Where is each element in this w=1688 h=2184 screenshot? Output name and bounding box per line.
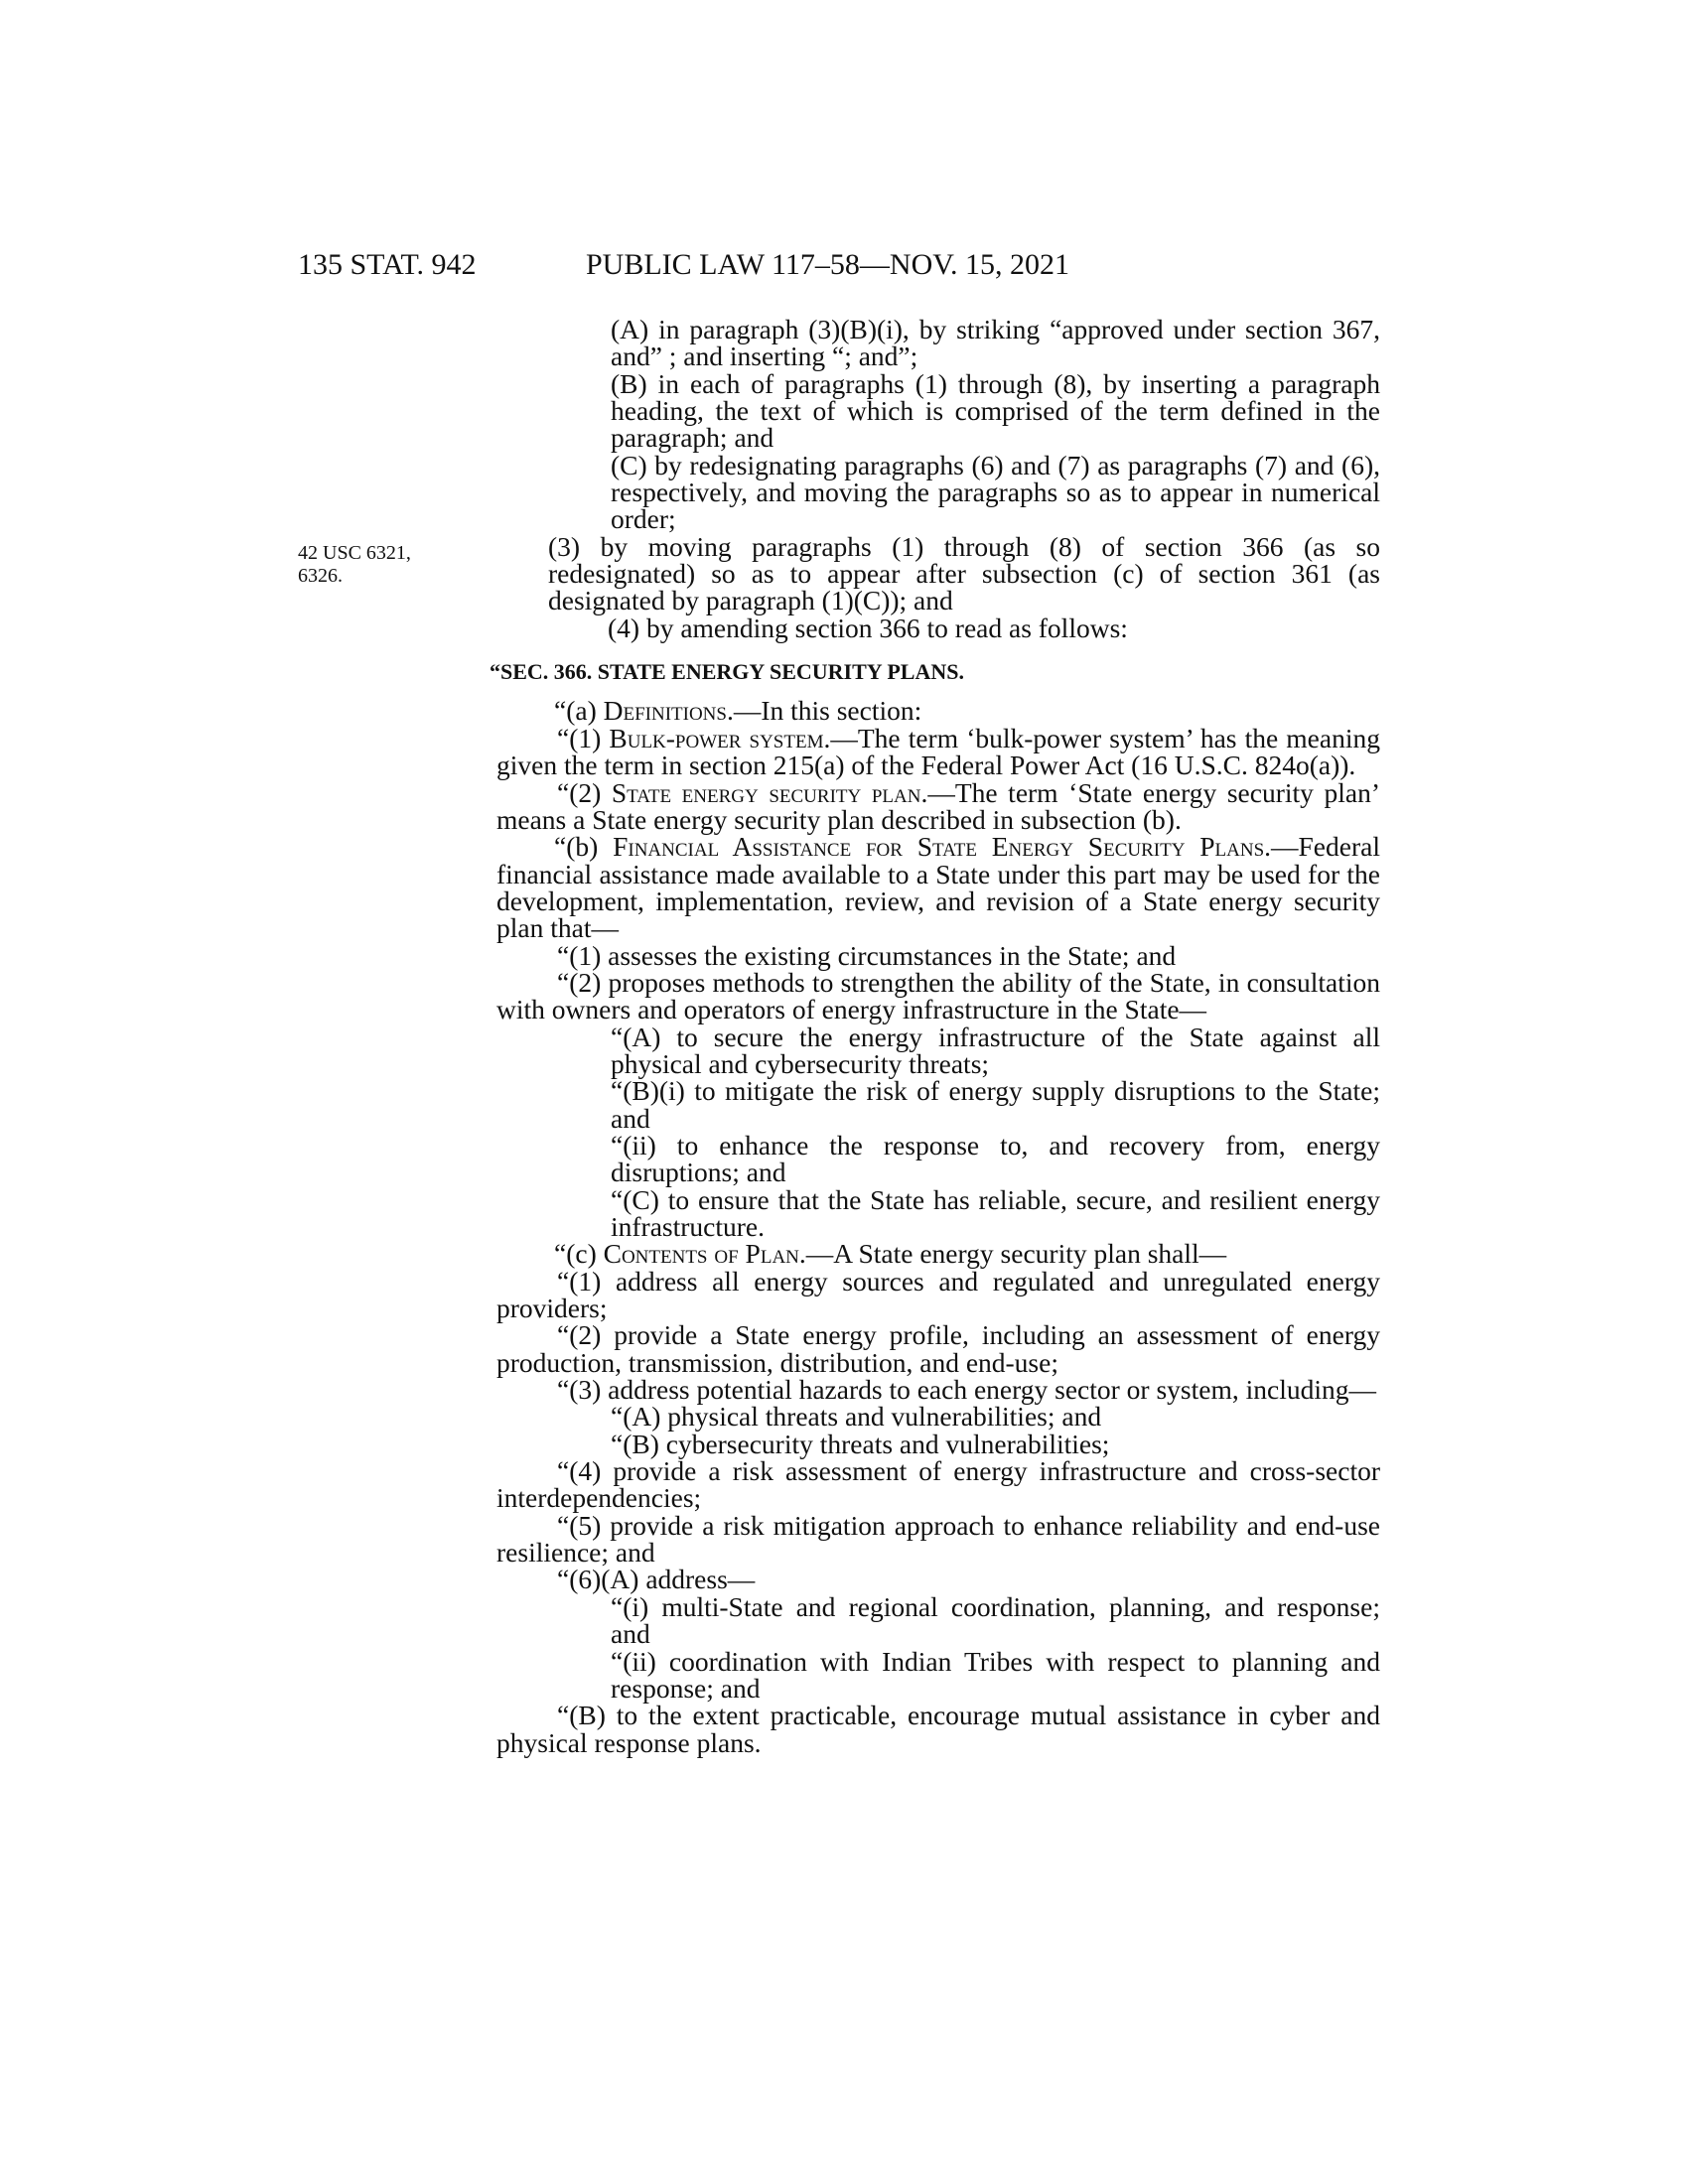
paragraph <box>496 449 1380 535</box>
paragraph-text: .—Federal financial assistance made available to a State under this part may be used for the development, implementation, review, and revision of a State energy security plan that— <box>496 831 1380 944</box>
paragraph-text: .—The term ‘State energy security plan’ means a State energy security plan described in subsection (b). <box>496 776 1381 835</box>
paragraph <box>496 722 1380 781</box>
paragraph-text: “(A) physical threats and vulnerabilities; and <box>611 1401 1102 1433</box>
paragraph-text: (3) by moving paragraphs (1) through (8) of section 366 (as so redesignated) so as to appear after subsection (c) of section 361 (as designated by paragraph (1)(C)); and <box>548 530 1380 616</box>
paragraph-text: .—A State energy security plan shall— <box>798 1238 1227 1270</box>
paragraph <box>496 966 1380 1025</box>
paragraph-text: “(1) address all energy sources and regulated and unregulated energy providers; <box>496 1265 1380 1324</box>
margin-citation-line-1: 42 USC 6321, <box>298 542 411 564</box>
paragraph <box>496 1590 1380 1650</box>
paragraph <box>496 1077 1380 1132</box>
paragraph <box>496 1321 1380 1376</box>
margin-citation <box>298 542 447 588</box>
paragraph <box>496 1021 1380 1079</box>
paragraph-label: “(2) <box>557 776 612 808</box>
paragraph <box>496 939 1380 971</box>
paragraph <box>496 776 1381 835</box>
paragraph-text: .—In this section: <box>726 695 922 727</box>
paragraph-text: “(B) to the extent practicable, encourage mutual assistance in cyber and physical response plans. <box>496 1700 1380 1758</box>
paragraph-text: “(ii) coordination with Indian Tribes with respect to planning and response; and <box>611 1645 1380 1704</box>
paragraph-text: “(4) provide a risk assessment of energy infrastructure and cross-sector interdependencies; <box>496 1455 1380 1514</box>
paragraph <box>496 1428 1380 1459</box>
subsection-label: “(c) <box>554 1238 604 1270</box>
paragraph-text: (4) by amending section 366 to read as follows: <box>608 612 1128 643</box>
paragraph <box>496 614 1380 641</box>
margin-citation-line-2: 6326. <box>298 565 343 587</box>
paragraph-text: “(C) to ensure that the State has reliable, secure, and resilient energy infrastructure. <box>611 1183 1380 1242</box>
paragraph <box>496 530 1380 616</box>
public-law-title: PUBLIC LAW 117–58—NOV. 15, 2021 <box>586 248 1070 281</box>
paragraph-text: “(2) proposes methods to strengthen the ability of the State, in consultation with owners and operators of energy infrastructure in the State— <box>496 966 1380 1025</box>
subsection-label: “(b) <box>554 831 614 863</box>
paragraph-text: “(2) provide a State energy profile, including an assessment of energy production, transmission, distribution, and end-use; <box>496 1319 1380 1378</box>
paragraph-text: (C) by redesignating paragraphs (6) and (7) as paragraphs (7) and (6), respectively, and moving the paragraphs so as to appear in numerical order; <box>611 449 1380 535</box>
paragraph <box>496 1702 1380 1756</box>
paragraph-text: “(1) assesses the existing circumstances in the State; and <box>557 939 1177 971</box>
paragraph-text: “(B) cybersecurity threats and vulnerabilities; <box>611 1428 1110 1459</box>
paragraph <box>496 831 1380 944</box>
subsection-heading: Definitions <box>603 695 727 727</box>
paragraph <box>496 695 1380 727</box>
paragraph <box>496 316 1380 370</box>
paragraph-heading: Bulk-power system <box>609 722 824 753</box>
paragraph <box>496 1374 1380 1406</box>
paragraph <box>496 1238 1380 1270</box>
paragraph <box>496 1129 1380 1188</box>
paragraph-text: “(6)(A) address— <box>557 1564 756 1595</box>
paragraph-text: “(B)(i) to mitigate the risk of energy supply disruptions to the State; and <box>611 1075 1380 1134</box>
paragraph <box>496 1457 1380 1512</box>
paragraph-text: “(5) provide a risk mitigation approach to enhance reliability and end-use resilience; and <box>496 1509 1380 1569</box>
paragraph-text: “(ii) to enhance the response to, and recovery from, energy disruptions; and <box>611 1129 1380 1188</box>
paragraph <box>496 367 1380 454</box>
page-header <box>298 248 1380 288</box>
paragraph-text: .—The term ‘bulk-power system’ has the meaning given the term in section 215(a) of the Federal Power Act (16 U.S.C. 824o(a)). <box>496 722 1380 781</box>
paragraph <box>496 1265 1380 1324</box>
paragraph <box>496 1183 1380 1242</box>
paragraph-text: (B) in each of paragraphs (1) through (8), by inserting a paragraph heading, the text of which is comprised of the term defined in the paragraph; and <box>611 367 1380 454</box>
document-body <box>490 314 1381 1758</box>
paragraph <box>496 1401 1380 1433</box>
paragraph-text: “(i) multi-State and regional coordination, planning, and response; and <box>611 1590 1380 1650</box>
paragraph-label: “(1) <box>557 722 610 753</box>
subsection-heading: Contents of Plan <box>603 1238 799 1270</box>
paragraph <box>496 1564 1380 1595</box>
paragraph <box>496 1645 1380 1704</box>
subsection-heading: Financial Assistance for State Energy Security Plans <box>613 831 1265 863</box>
paragraph <box>496 1509 1380 1569</box>
statute-page-number: 135 STAT. 942 <box>298 248 477 281</box>
paragraph-text: “(A) to secure the energy infrastructure of the State against all physical and cybersecurity threats; <box>611 1021 1380 1079</box>
subsection-label: “(a) <box>554 695 604 727</box>
section-heading: “SEC. 366. STATE ENERGY SECURITY PLANS. <box>490 659 964 685</box>
paragraph-text: (A) in paragraph (3)(B)(i), by striking “approved under section 367, and” ; and inserting “; and”; <box>611 314 1380 372</box>
paragraph-text: “(3) address potential hazards to each energy sector or system, including— <box>557 1374 1376 1406</box>
paragraph-heading: State energy security plan <box>611 776 921 808</box>
